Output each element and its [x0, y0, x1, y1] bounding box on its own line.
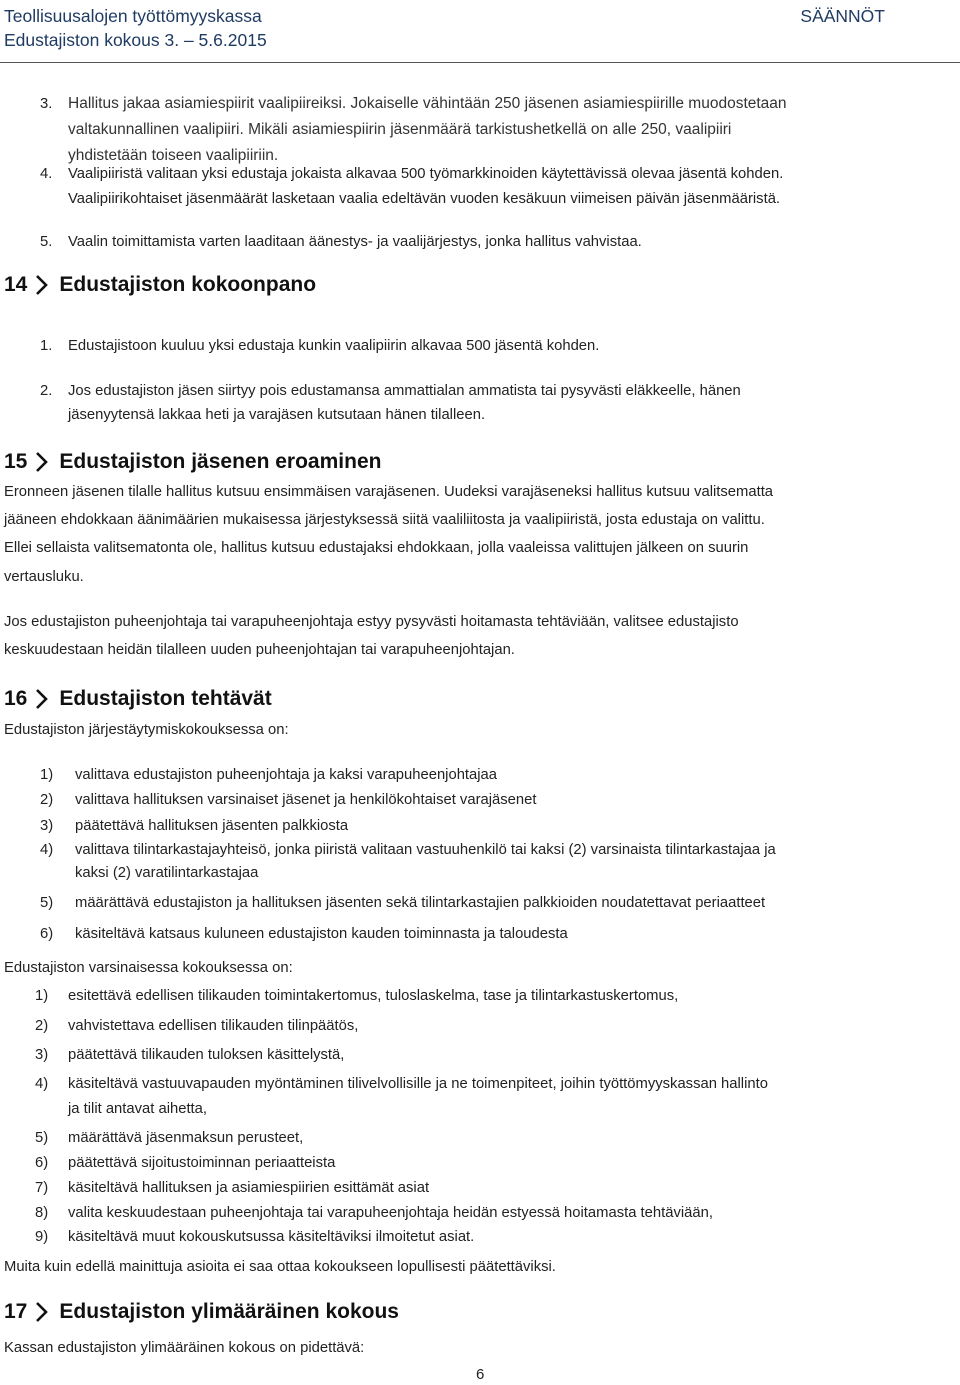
list-number: 5)	[35, 1130, 49, 1146]
list-item: esitettävä edellisen tilikauden toimintakertomus, tuloslaskelma, tase ja tilintarkastuskertomus,	[68, 988, 679, 1004]
paragraph-line: Vaalipiiristä valitaan yksi edustaja jokaista alkavaa 500 työmarkkinoiden käytettävissä olevaa jäsentä kohden.	[68, 166, 784, 182]
list-item: valittava hallituksen varsinaiset jäsenet ja henkilökohtaiset varajäsenet	[75, 792, 537, 808]
paragraph-line: Vaalipiirikohtaiset jäsenmäärät lasketaan vaalia edeltävän vuoden kesäkuun viimeisen päivän jäsenmääristä.	[68, 191, 781, 207]
section-heading-16	[4, 685, 272, 713]
chevron-right-icon	[35, 273, 49, 297]
list-number: 2.	[40, 383, 53, 399]
list-number: 1.	[40, 338, 53, 354]
list-item: päätettävä hallituksen jäsenten palkkiosta	[75, 818, 349, 834]
list-number: 4)	[35, 1076, 49, 1092]
section-title: Edustajiston jäsenen eroaminen	[59, 450, 382, 473]
list-number: 2)	[35, 1018, 49, 1034]
section-heading-15	[4, 448, 381, 476]
section-title: Edustajiston kokoonpano	[59, 273, 317, 296]
list-item: valittava edustajiston puheenjohtaja ja kaksi varapuheenjohtajaa	[75, 767, 498, 783]
paragraph-line: Eronneen jäsenen tilalle hallitus kutsuu ensimmäisen varajäsenen. Uudeksi varajäseneksi hallitus kutsuu valitsematta	[4, 484, 774, 500]
section-number: 17	[4, 1300, 28, 1323]
header-doc-type: SÄÄNNÖT	[800, 6, 885, 26]
list-number: 5.	[40, 234, 53, 250]
paragraph-line: Edustajistoon kuuluu yksi edustaja kunkin vaalipiirin alkavaa 500 jäsentä kohden.	[68, 338, 600, 354]
paragraph-line: jääneen ehdokkaan äänimäärien mukaisessa järjestyksessä siitä vaaliliitosta ja vaalipiiristä, josta edustaja on valittu.	[4, 512, 765, 528]
paragraph-line: Kassan edustajiston ylimääräinen kokous on pidettävä:	[4, 1340, 365, 1356]
section-number: 16	[4, 687, 28, 710]
section-heading-17	[4, 1298, 399, 1326]
section-title: Edustajiston tehtävät	[59, 687, 272, 710]
page-number: 6	[476, 1366, 485, 1383]
paragraph-line: Vaalin toimittamista varten laaditaan äänestys- ja vaalijärjestys, jonka hallitus vahvistaa.	[68, 234, 642, 250]
list-item: valittava tilintarkastajayhteisö, jonka piiristä valitaan vastuuhenkilö tai kaksi (2) varsinaista tilintarkastajaa ja	[75, 842, 776, 858]
list-item: määrättävä jäsenmaksun perusteet,	[68, 1130, 304, 1146]
list-number: 6)	[40, 926, 54, 942]
list-number: 1)	[40, 767, 54, 783]
list-number: 1)	[35, 988, 49, 1004]
header-divider	[0, 62, 960, 63]
list-number: 9)	[35, 1229, 49, 1245]
list-item: käsiteltävä katsaus kuluneen edustajiston kauden toiminnasta ja taloudesta	[75, 926, 568, 942]
list-item: valita keskuudestaan puheenjohtaja tai varapuheenjohtaja heidän estyessä hoitamasta tehtäviään,	[68, 1205, 713, 1221]
paragraph-line: jäsenyytensä lakkaa heti ja varajäsen kutsutaan hänen tilalleen.	[68, 407, 486, 423]
list-item: vahvistettava edellisen tilikauden tilinpäätös,	[68, 1018, 359, 1034]
list-number: 5)	[40, 895, 54, 911]
list-item: päätettävä tilikauden tuloksen käsittelystä,	[68, 1047, 345, 1063]
paragraph-line: Ellei sellaista valitsematonta ole, hallitus kutsuu edustajaksi ehdokkaan, jolla vaaleissa valittujen jälkeen on suurin	[4, 540, 749, 556]
chevron-right-icon	[35, 450, 49, 474]
section-number: 15	[4, 450, 28, 473]
list-item: päätettävä sijoitustoiminnan periaatteista	[68, 1155, 336, 1171]
list-number: 2)	[40, 792, 54, 808]
list-item: käsiteltävä hallituksen ja asiamiespiirien esittämät asiat	[68, 1180, 430, 1196]
paragraph-line: Edustajiston varsinaisessa kokouksessa on:	[4, 960, 293, 976]
header-organization: Teollisuusalojen työttömyyskassa	[4, 6, 262, 26]
paragraph-line: valtakunnallinen vaalipiiri. Mikäli asiamiespiirin jäsenmäärä tarkistushetkellä on alle 250, vaalipiiri	[68, 121, 732, 138]
section-heading-14	[4, 271, 316, 299]
paragraph-line: Edustajiston järjestäytymiskokouksessa on:	[4, 722, 289, 738]
paragraph-line: Jos edustajiston jäsen siirtyy pois edustamansa ammattialan ammatista tai pysyvästi eläkkeelle, hänen	[68, 383, 741, 399]
section-number: 14	[4, 273, 28, 296]
list-number: 3)	[35, 1047, 49, 1063]
list-number: 7)	[35, 1180, 49, 1196]
list-number: 3.	[40, 96, 53, 112]
chevron-right-icon	[35, 1300, 49, 1324]
list-number: 3)	[40, 818, 54, 834]
list-number: 4.	[40, 166, 53, 182]
list-item: määrättävä edustajiston ja hallituksen jäsenten sekä tilintarkastajien palkkioiden noudatettavat periaatteet	[75, 895, 766, 911]
paragraph-line: yhdistetään toiseen vaalipiiriin.	[68, 147, 279, 164]
list-item-continuation: kaksi (2) varatilintarkastajaa	[75, 865, 259, 881]
list-number: 6)	[35, 1155, 49, 1171]
paragraph-line: vertausluku.	[4, 569, 84, 585]
paragraph-line: Hallitus jakaa asiamiespiirit vaalipiireiksi. Jokaiselle vähintään 250 jäsenen asiamiespiirille muodostetaan	[68, 95, 787, 112]
section-title: Edustajiston ylimääräinen kokous	[59, 1300, 399, 1323]
chevron-right-icon	[35, 687, 49, 711]
list-number: 4)	[40, 842, 54, 858]
paragraph-line: keskuudestaan heidän tilalleen uuden puheenjohtajan tai varapuheenjohtajan.	[4, 642, 515, 658]
list-item: käsiteltävä vastuuvapauden myöntäminen tilivelvollisille ja ne toimenpiteet, joihin työttömyyskassan hallinto	[68, 1076, 768, 1092]
paragraph-line: Muita kuin edellä mainittuja asioita ei saa ottaa kokoukseen lopullisesti päätettäviksi.	[4, 1259, 556, 1275]
list-item: käsiteltävä muut kokouskutsussa käsiteltäviksi ilmoitetut asiat.	[68, 1229, 475, 1245]
paragraph-line: Jos edustajiston puheenjohtaja tai varapuheenjohtaja estyy pysyvästi hoitamasta tehtäviään, valitsee edustajisto	[4, 614, 739, 630]
header-meeting: Edustajiston kokous 3. – 5.6.2015	[4, 30, 267, 50]
list-number: 8)	[35, 1205, 49, 1221]
list-item-continuation: ja tilit antavat aihetta,	[68, 1101, 208, 1117]
page-header	[0, 0, 960, 70]
